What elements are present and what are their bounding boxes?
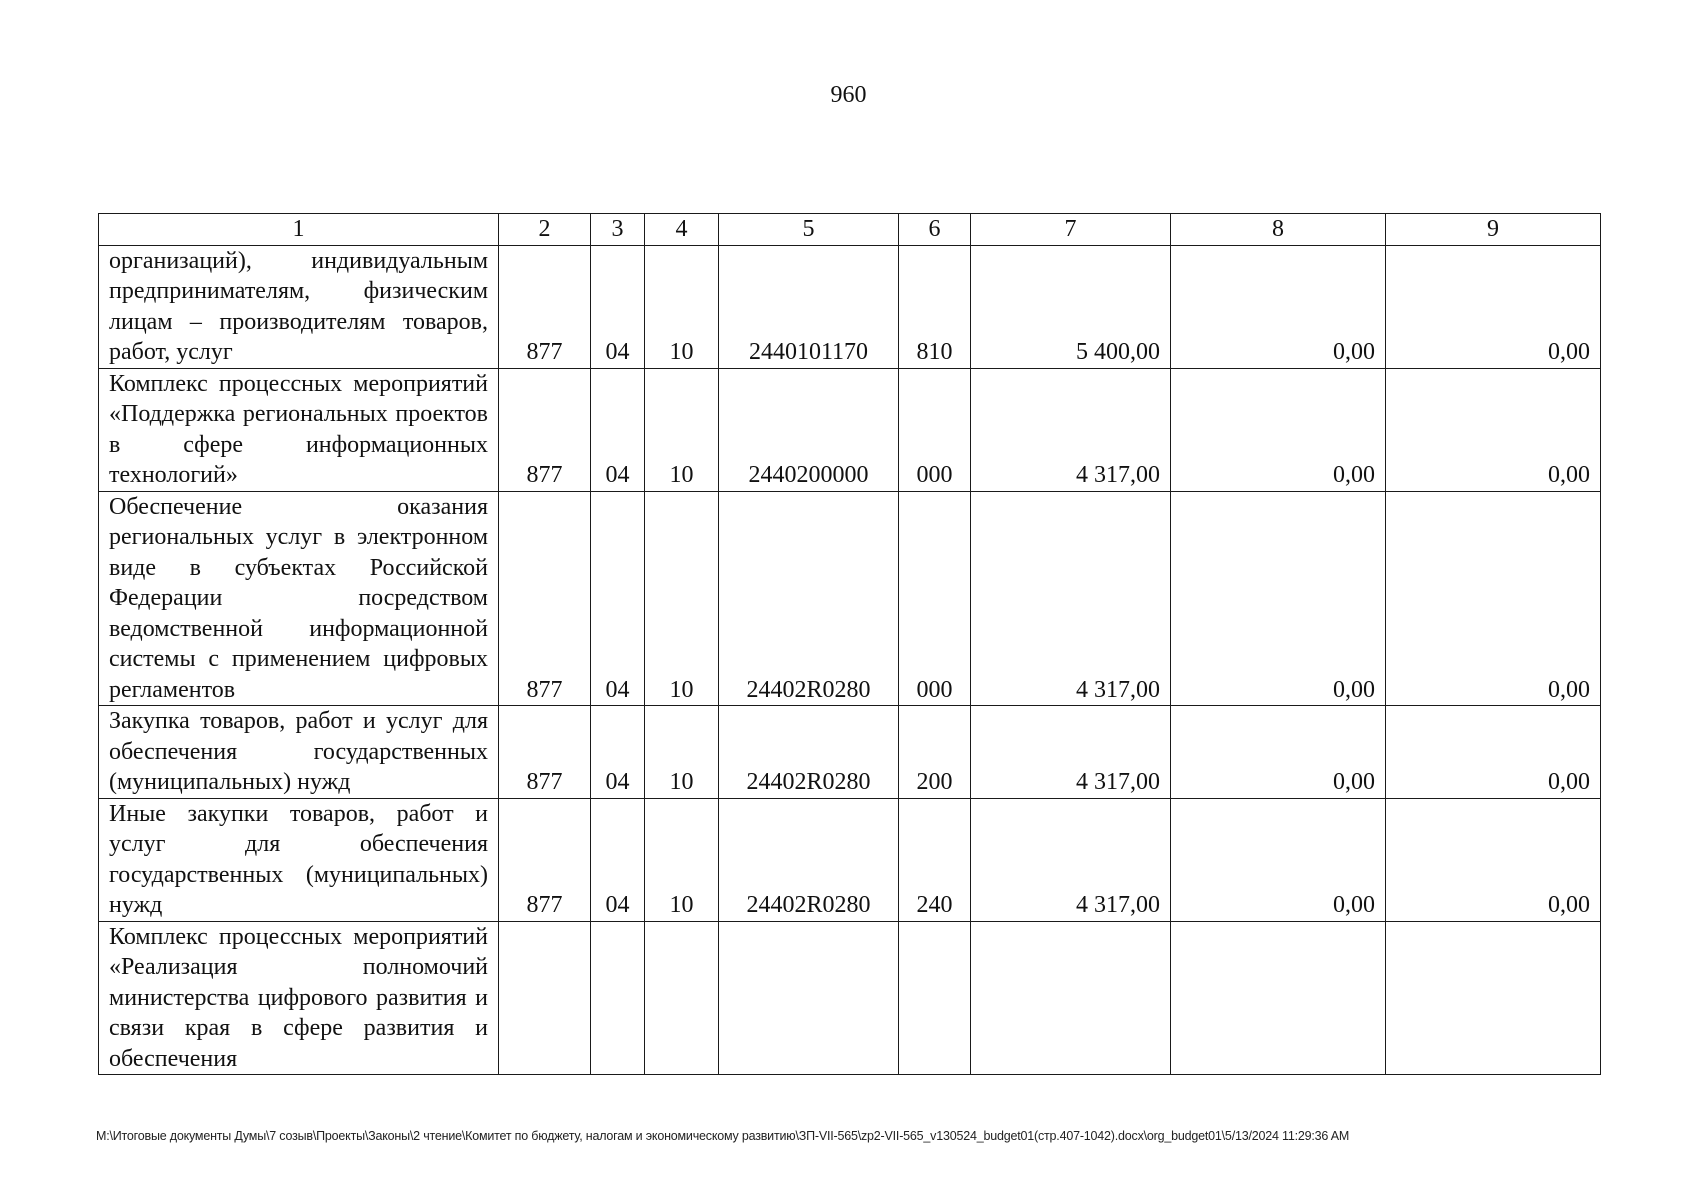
cell-admin-code: 877	[499, 706, 591, 799]
header-col-7: 7	[971, 214, 1171, 246]
table-row	[99, 921, 1601, 1075]
cell-expense-type	[899, 921, 971, 1075]
cell-admin-code: 877	[499, 798, 591, 921]
cell-amount-2: 0,00	[1171, 491, 1386, 706]
cell-amount-1	[971, 921, 1171, 1075]
cell-section: 04	[591, 798, 645, 921]
cell-admin-code: 877	[499, 491, 591, 706]
footer-file-path: M:\Итоговые документы Думы\7 созыв\Проекты\Законы\2 чтение\Комитет по бюджету, налогам и экономическому развитию\ЗП-VII-565\zp2-VII-565_v130524_budget01(стр.407-1042).docx\org_budget01\5/13/2024 11:29:36 AM	[96, 1129, 1350, 1143]
cell-amount-1: 4 317,00	[971, 798, 1171, 921]
cell-amount-1: 4 317,00	[971, 706, 1171, 799]
cell-subsection: 10	[645, 491, 719, 706]
header-col-3: 3	[591, 214, 645, 246]
cell-expense-type: 810	[899, 245, 971, 368]
row-description: Закупка товаров, работ и услуг для обеспечения государственных (муниципальных) нужд	[99, 706, 499, 799]
row-description: Комплекс процессных мероприятий «Реализация полномочий министерства цифрового развития и связи края в сфере развития и обеспечения	[99, 921, 499, 1075]
cell-admin-code	[499, 921, 591, 1075]
cell-amount-3: 0,00	[1386, 491, 1601, 706]
cell-amount-1: 5 400,00	[971, 245, 1171, 368]
header-col-5: 5	[719, 214, 899, 246]
cell-target-article: 24402R0280	[719, 491, 899, 706]
cell-target-article: 2440101170	[719, 245, 899, 368]
cell-subsection: 10	[645, 368, 719, 491]
cell-expense-type: 240	[899, 798, 971, 921]
row-description: организаций), индивидуальным предпринимателям, физическим лицам – производителям товаров, работ, услуг	[99, 245, 499, 368]
header-col-4: 4	[645, 214, 719, 246]
table-row	[99, 245, 1601, 368]
header-col-8: 8	[1171, 214, 1386, 246]
cell-target-article: 24402R0280	[719, 798, 899, 921]
header-col-9: 9	[1386, 214, 1601, 246]
table-row	[99, 368, 1601, 491]
cell-expense-type: 200	[899, 706, 971, 799]
row-description: Комплекс процессных мероприятий «Поддержка региональных проектов в сфере информационных технологий»	[99, 368, 499, 491]
cell-subsection: 10	[645, 245, 719, 368]
table-row	[99, 706, 1601, 799]
cell-amount-1: 4 317,00	[971, 491, 1171, 706]
cell-amount-3: 0,00	[1386, 706, 1601, 799]
cell-amount-3: 0,00	[1386, 245, 1601, 368]
table-row	[99, 491, 1601, 706]
cell-amount-2: 0,00	[1171, 706, 1386, 799]
cell-subsection: 10	[645, 798, 719, 921]
cell-amount-1: 4 317,00	[971, 368, 1171, 491]
cell-amount-2: 0,00	[1171, 798, 1386, 921]
cell-section: 04	[591, 491, 645, 706]
cell-target-article: 2440200000	[719, 368, 899, 491]
cell-amount-3	[1386, 921, 1601, 1075]
cell-section: 04	[591, 368, 645, 491]
budget-table	[98, 213, 1601, 1075]
cell-target-article: 24402R0280	[719, 706, 899, 799]
cell-subsection: 10	[645, 706, 719, 799]
cell-amount-3: 0,00	[1386, 368, 1601, 491]
table-row	[99, 798, 1601, 921]
cell-admin-code: 877	[499, 368, 591, 491]
header-row	[99, 214, 1601, 246]
row-description: Обеспечение оказания региональных услуг в электронном виде в субъектах Российской Федерации посредством ведомственной информационной системы с применением цифровых регламентов	[99, 491, 499, 706]
cell-amount-3: 0,00	[1386, 798, 1601, 921]
cell-admin-code: 877	[499, 245, 591, 368]
cell-section	[591, 921, 645, 1075]
page-number: 960	[830, 82, 867, 108]
cell-target-article	[719, 921, 899, 1075]
header-col-2: 2	[499, 214, 591, 246]
row-description: Иные закупки товаров, работ и услуг для обеспечения государственных (муниципальных) нужд	[99, 798, 499, 921]
cell-subsection	[645, 921, 719, 1075]
cell-amount-2	[1171, 921, 1386, 1075]
cell-section: 04	[591, 245, 645, 368]
cell-expense-type: 000	[899, 491, 971, 706]
cell-amount-2: 0,00	[1171, 245, 1386, 368]
cell-expense-type: 000	[899, 368, 971, 491]
header-col-1: 1	[99, 214, 499, 246]
cell-section: 04	[591, 706, 645, 799]
cell-amount-2: 0,00	[1171, 368, 1386, 491]
header-col-6: 6	[899, 214, 971, 246]
